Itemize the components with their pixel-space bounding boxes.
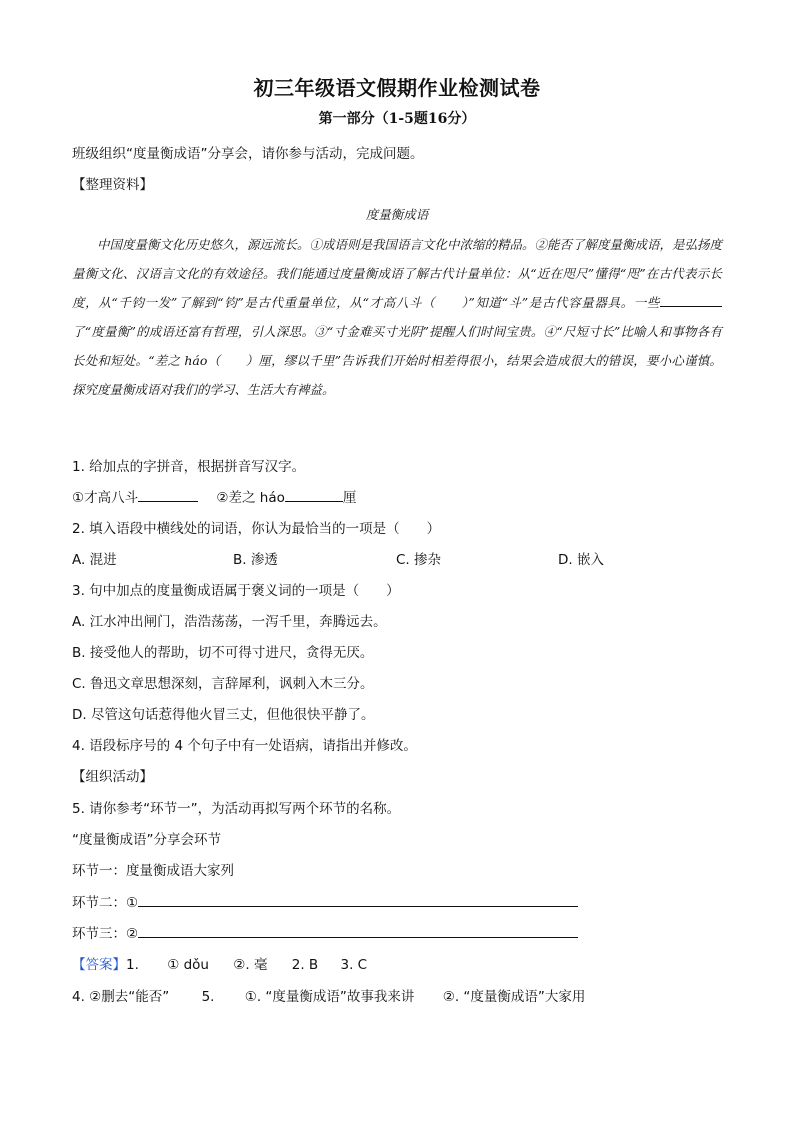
page-subtitle: 第一部分（1-5题16分） bbox=[318, 111, 476, 127]
q3-option-c[interactable]: C. 鲁迅文章思想深刻，言辞犀利，讽刺入木三分。 bbox=[72, 676, 374, 692]
question-3-stem: 3. 句中加点的度量衡成语属于褒义词的一项是（ ） bbox=[72, 583, 400, 599]
answer-2: 2. B bbox=[291, 957, 319, 973]
q2-option-c[interactable]: C. 掺杂 bbox=[396, 552, 442, 568]
passage-blank bbox=[660, 292, 722, 307]
q5-step3-label: 环节三：② bbox=[72, 926, 139, 942]
q2-option-d[interactable]: D. 嵌入 bbox=[558, 552, 604, 568]
answer-row-1 bbox=[72, 953, 367, 973]
question-5-stem: 5. 请你参考“环节一”，为活动再拟写两个环节的名称。 bbox=[72, 801, 401, 817]
passage-text-part1: 中国度量衡文化历史悠久，源远流长。①成语则是我国语言文化中浓缩的精品。②能否了解度量衡成语，是弘扬度量衡文化、汉语言文化的有效途径。我们能通过度量衡成语了解古代计量单位：从“近在咫尺”懂得“咫”在古代表示长度，从“千钧一发”了解到“钧”是古代重量单位，从“才高八斗（ ）”知道“斗”是古代容量器具。一些 bbox=[72, 237, 723, 310]
answer-4: 4. ②删去“能否” bbox=[72, 989, 170, 1005]
section-heading-materials: 【整理资料】 bbox=[72, 177, 153, 193]
section-heading-activity: 【组织活动】 bbox=[72, 769, 153, 785]
q5-heading: “度量衡成语”分享会环节 bbox=[72, 832, 221, 848]
q1-part2-label: ②差之 háo bbox=[216, 490, 285, 506]
q3-option-d[interactable]: D. 尽管这句话惹得他火冒三丈，但他很快平静了。 bbox=[72, 707, 375, 723]
answer-label: 【答案】 bbox=[72, 957, 126, 973]
q5-step2 bbox=[72, 891, 578, 911]
passage-text-part2: 了“度量衡”的成语还富有哲理，引人深思。③“寸金难买寸光阴”提醒人们时间宝贵。④“尺短寸长”比喻人和事物各有长处和短处。“差之 háo（ ）厘，缪以千里”告诉我们开始时相差得很小，结果会造成很大的错误，要小心谨慎。探究度量衡成语对我们的学习、生活大有裨益。 bbox=[72, 324, 722, 397]
intro-text: 班级组织“度量衡成语”分享会，请你参与活动，完成问题。 bbox=[72, 146, 424, 162]
q5-step1: 环节一：度量衡成语大家列 bbox=[72, 863, 234, 879]
question-2-stem: 2. 填入语段中横线处的词语，你认为最恰当的一项是（ ） bbox=[72, 521, 441, 537]
q5-step3 bbox=[72, 922, 578, 942]
answer-5-number: 5. bbox=[201, 989, 215, 1005]
passage bbox=[72, 230, 722, 404]
q2-option-b[interactable]: B. 渗透 bbox=[233, 552, 278, 568]
q5-step3-blank[interactable] bbox=[138, 925, 578, 938]
q3-option-b[interactable]: B. 接受他人的帮助，切不可得寸进尺，贪得无厌。 bbox=[72, 645, 374, 661]
answer-1-number: 1. bbox=[126, 957, 139, 973]
answer-5-part2: ②. “度量衡成语”大家用 bbox=[442, 989, 586, 1005]
q3-option-a[interactable]: A. 江水冲出闸门，浩浩荡荡，一泻千里，奔腾远去。 bbox=[72, 614, 387, 630]
q2-option-a[interactable]: A. 混进 bbox=[72, 552, 117, 568]
q5-step2-blank[interactable] bbox=[138, 894, 578, 907]
question-1-parts bbox=[72, 486, 356, 506]
answer-1-part1: ① dǒu bbox=[167, 957, 209, 973]
answer-row-2 bbox=[72, 985, 585, 1005]
answer-1-part2: ②. 毫 bbox=[233, 957, 268, 973]
answer-3: 3. C bbox=[340, 957, 368, 973]
q5-step2-label: 环节二：① bbox=[72, 895, 139, 911]
question-1-stem: 1. 给加点的字拼音，根据拼音写汉字。 bbox=[72, 459, 306, 475]
answer-5-part1: ①. “度量衡成语”故事我来讲 bbox=[244, 989, 415, 1005]
q1-part1-label: ①才高八斗 bbox=[72, 490, 139, 506]
q1-part1-blank[interactable] bbox=[138, 487, 198, 502]
page-title: 初三年级语文假期作业检测试卷 bbox=[253, 76, 541, 100]
q1-part2-end: 厘 bbox=[342, 490, 357, 506]
q1-part2-blank[interactable] bbox=[285, 487, 343, 502]
passage-paragraph bbox=[72, 230, 722, 404]
passage-title: 度量衡成语 bbox=[365, 207, 429, 222]
question-4-stem: 4. 语段标序号的 4 个句子中有一处语病，请指出并修改。 bbox=[72, 738, 417, 754]
